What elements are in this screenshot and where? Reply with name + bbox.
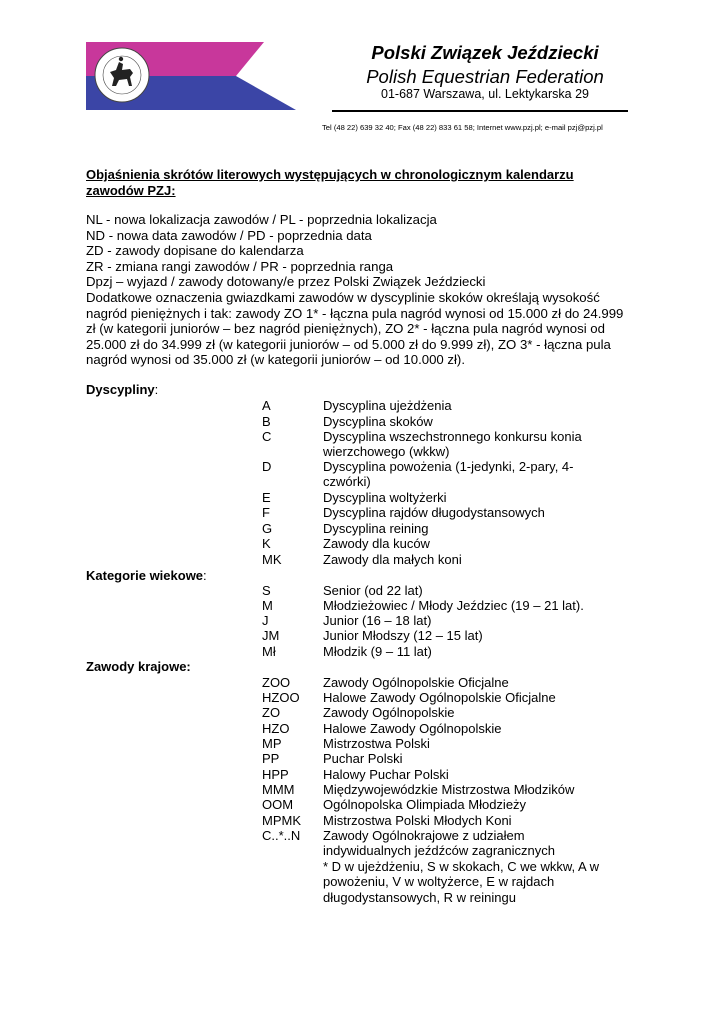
item-code: HPP [262, 767, 289, 782]
org-name-english: Polish Equestrian Federation [366, 66, 604, 87]
contact-line: Tel (48 22) 639 32 40; Fax (48 22) 833 61 58; Internet www.pzj.pl; e-mail pzj@pzj.pl [322, 123, 603, 132]
item-desc: Dyscyplina rajdów długodystansowych [323, 505, 545, 520]
item-desc: Zawody Ogólnokrajowe z udziałem indywidualnych jeźdźców zagranicznych [323, 828, 555, 859]
item-code: B [262, 414, 271, 429]
item-desc: Puchar Polski [323, 751, 403, 766]
item-code: C..*..N [262, 828, 301, 843]
item-code: M [262, 598, 273, 613]
item-code: ZO [262, 705, 281, 720]
item-desc: Ogólnopolska Olimpiada Młodzieży [323, 797, 527, 812]
item-code: C [262, 429, 272, 444]
item-code: J [262, 613, 269, 628]
item-code: MMM [262, 782, 295, 797]
item-desc: Dyscyplina ujeżdżenia [323, 398, 452, 413]
section-label-national: Zawody krajowe: [86, 659, 191, 674]
intro-line: Dpzj – wyjazd / zawody dotowany/e przez Polski Związek Jeździecki [86, 274, 486, 290]
item-code: MP [262, 736, 282, 751]
item-code: K [262, 536, 271, 551]
intro-stars-note: Dodatkowe oznaczenia gwiazdkami zawodów w dyscyplinie skoków określają wysokość nagród pieniężnych i tak: zawody ZO 1* - łączna pula nagród wynosi od 15.000 zł do 24.999 zł (w kategorii juniorów – bez nagród pieniężnych), ZO 2* - łączna pula nagród wynosi od 25.000 zł do 34.999 zł (w kategorii juniorów – od 5.000 zł do 9.999 zł), ZO 3* - łączna pula nagród wynosi od 35.000 zł (w kategorii juniorów – od 10.000 zł). [86, 289, 624, 368]
item-desc: Dyscyplina skoków [323, 414, 433, 429]
item-code: OOM [262, 797, 294, 812]
section-label-age: Kategorie wiekowe: [86, 568, 207, 583]
item-desc: Halowe Zawody Ogólnopolskie Oficjalne [323, 690, 556, 705]
intro-line: NL - nowa lokalizacja zawodów / PL - poprzednia lokalizacja [86, 212, 437, 227]
item-desc: Dyscyplina wszechstronnego konkursu konia wierzchowego (wkkw) [323, 429, 582, 460]
item-code: HZO [262, 721, 290, 736]
item-code: PP [262, 751, 280, 766]
org-address: 01-687 Warszawa, ul. Lektykarska 29 [381, 87, 589, 101]
item-desc: Młodzieżowiec / Młody Jeździec (19 – 21 lat). [323, 598, 584, 613]
item-desc: Junior (16 – 18 lat) [323, 613, 432, 628]
item-code: F [262, 505, 270, 520]
item-code: HZOO [262, 690, 300, 705]
item-desc: Senior (od 22 lat) [323, 583, 423, 598]
org-name-polish: Polski Związek Jeździecki [371, 42, 599, 63]
item-code: A [262, 398, 271, 413]
item-desc: Mistrzostwa Polski Młodych Koni [323, 813, 512, 828]
item-note: * D w ujeżdżeniu, S w skokach, C we wkkw, A w powożeniu, V w woltyżerce, E w rajdach długodystansowych, R w reiningu [323, 859, 599, 905]
item-desc: Zawody Ogólnopolskie [323, 705, 455, 720]
item-desc: Junior Młodszy (12 – 15 lat) [323, 628, 483, 643]
intro-line: ZR - zmiana rangi zawodów / PR - poprzednia ranga [86, 258, 394, 274]
item-code: MPMK [262, 813, 301, 828]
item-desc: Zawody dla małych koni [323, 552, 462, 567]
item-desc: Mistrzostwa Polski [323, 736, 430, 751]
section-label-disciplines: Dyscypliny: [86, 382, 159, 397]
item-code: D [262, 459, 272, 474]
item-code: MK [262, 552, 282, 567]
item-desc: Dyscyplina powożenia (1-jedynki, 2-pary, 4-czwórki) [323, 459, 574, 490]
intro-line: ZD - zawody dopisane do kalendarza [86, 243, 304, 259]
item-code: Mł [262, 644, 276, 659]
item-desc: Dyscyplina reining [323, 521, 429, 536]
intro-line: ND - nowa data zawodów / PD - poprzednia data [86, 227, 372, 243]
intro-block [86, 212, 631, 368]
item-desc: Dyscyplina woltyżerki [323, 490, 447, 505]
item-code: JM [262, 628, 280, 643]
item-desc: Halowe Zawody Ogólnopolskie [323, 721, 502, 736]
item-code: G [262, 521, 273, 536]
item-desc: Zawody Ogólnopolskie Oficjalne [323, 675, 509, 690]
item-desc: Młodzik (9 – 11 lat) [323, 644, 432, 659]
item-desc: Międzywojewódzkie Mistrzostwa Młodzików [323, 782, 575, 797]
item-code: ZOO [262, 675, 291, 690]
item-code: S [262, 583, 271, 598]
document-title: Objaśnienia skrótów literowych występujących w chronologicznym kalendarzu zawodów PZJ: [86, 167, 574, 198]
item-code: E [262, 490, 271, 505]
item-desc: Zawody dla kuców [323, 536, 430, 551]
pzj-logo [86, 42, 296, 110]
item-desc: Halowy Puchar Polski [323, 767, 449, 782]
header-divider [332, 110, 628, 112]
